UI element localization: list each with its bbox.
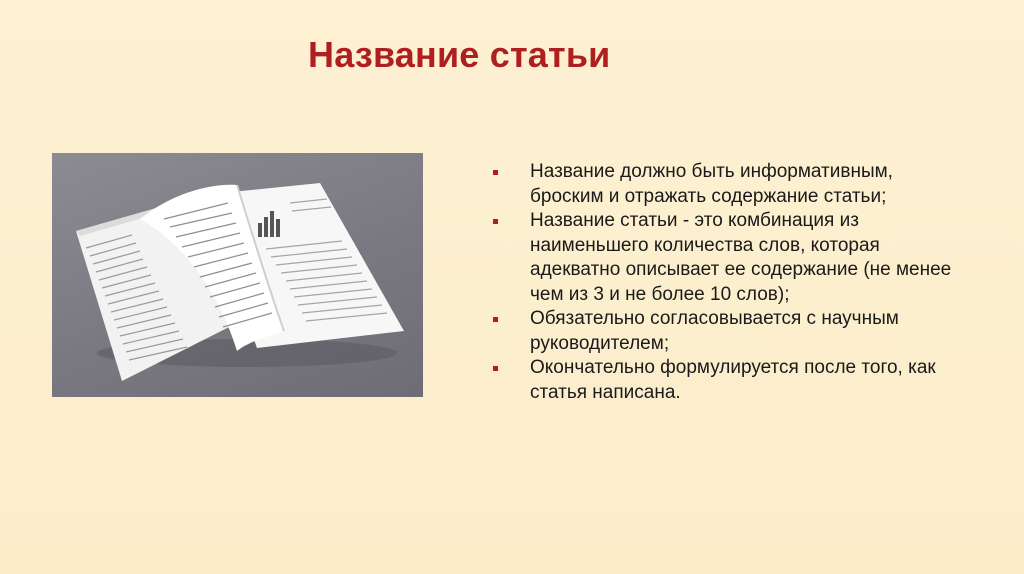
open-journal-icon bbox=[52, 153, 423, 397]
square-bullet-icon bbox=[493, 366, 498, 371]
bullet-text: Окончательно формулируется после того, как статья написана. bbox=[530, 357, 936, 403]
slide-title: Название статьи bbox=[308, 34, 611, 75]
bullet-item bbox=[493, 160, 963, 209]
bullet-list bbox=[493, 160, 963, 405]
square-bullet-icon bbox=[493, 219, 498, 224]
journal-photo bbox=[52, 153, 423, 397]
bullet-text: Название должно быть информативным, броским и отражать содержание статьи; bbox=[530, 161, 893, 207]
bullet-item bbox=[493, 307, 963, 356]
bullet-item bbox=[493, 356, 963, 405]
square-bullet-icon bbox=[493, 170, 498, 175]
bullet-text: Название статьи - это комбинация из наименьшего количества слов, которая адекватно описывает ее содержание (не менее чем из 3 и не более 10 слов); bbox=[530, 210, 952, 305]
bullet-item bbox=[493, 209, 963, 307]
bullet-text: Обязательно согласовывается с научным руководителем; bbox=[530, 308, 899, 354]
square-bullet-icon bbox=[493, 317, 498, 322]
